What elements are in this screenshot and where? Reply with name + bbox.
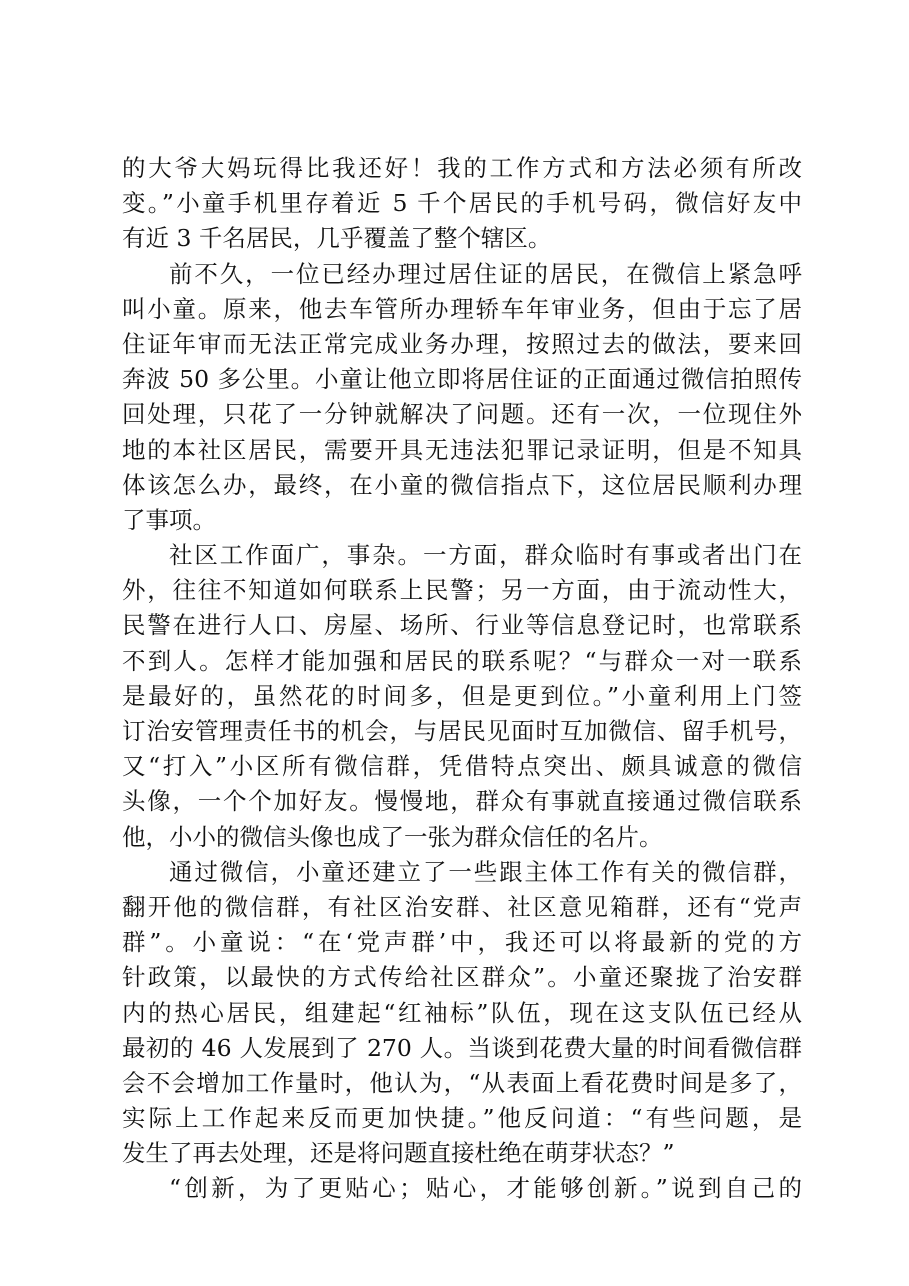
text-line: 群”。小童说：“在‘党声群’中，我还可以将最新的党的方: [122, 928, 802, 957]
text-line: 他，小小的微信头像也成了一张为群众信任的名片。: [122, 822, 663, 851]
text-line: 地的本社区居民，需要开具无违法犯罪记录证明，但是不知具: [122, 435, 802, 464]
text-line: 体该怎么办，最终，在小童的微信指点下，这位居民顺利办理: [122, 470, 802, 499]
text-line: 变。”小童手机里存着近 5 千个居民的手机号码，微信好友中: [122, 189, 802, 218]
text-line: 最初的 46 人发展到了 270 人。当谈到花费大量的时间看微信群: [122, 1033, 802, 1062]
text-line: 翻开他的微信群，有社区治安群、社区意见箱群，还有“党声: [122, 892, 802, 921]
article-body: [122, 151, 802, 1207]
text-line: 民警在进行人口、房屋、场所、行业等信息登记时，也常联系: [122, 611, 802, 640]
text-line: 外，往往不知道如何联系上民警；另一方面，由于流动性大，: [122, 576, 802, 605]
text-line: 不到人。怎样才能加强和居民的联系呢？“与群众一对一联系: [122, 646, 802, 675]
paragraph-first-line: 前不久，一位已经办理过居住证的居民，在微信上紧急呼: [169, 259, 802, 288]
text-line: 又“打入”小区所有微信群，凭借特点突出、颇具诚意的微信: [122, 752, 802, 781]
text-line: 会不会增加工作量时，他认为，“从表面上看花费时间是多了，: [122, 1068, 802, 1097]
text-line: 奔波 50 多公里。小童让他立即将居住证的正面通过微信拍照传: [122, 365, 802, 394]
text-line: 是最好的，虽然花的时间多，但是更到位。”小童利用上门签: [122, 681, 802, 710]
text-line: 的大爷大妈玩得比我还好！我的工作方式和方法必须有所改: [122, 154, 802, 182]
text-line: 了事项。: [122, 505, 216, 534]
text-line: 内的热心居民，组建起“红袖标”队伍，现在这支队伍已经从: [122, 998, 802, 1027]
paragraph-first-line: 通过微信，小童还建立了一些跟主体工作有关的微信群，: [169, 857, 802, 886]
text-line: 回处理，只花了一分钟就解决了问题。还有一次，一位现住外: [122, 400, 802, 429]
text-line: 实际上工作起来反而更加快捷。”他反问道：“有些问题，是: [122, 1104, 802, 1133]
text-line: 住证年审而无法正常完成业务办理，按照过去的做法，要来回: [122, 329, 802, 358]
text-line: 针政策，以最快的方式传给社区群众”。小童还聚拢了治安群: [122, 963, 802, 992]
text-line: 发生了再去处理，还是将问题直接杜绝在萌芽状态？”: [122, 1139, 675, 1168]
text-line: 头像，一个个加好友。慢慢地，群众有事就直接通过微信联系: [122, 787, 802, 816]
paragraph-first-line: “创新，为了更贴心；贴心，才能够创新。”说到自己的: [169, 1174, 802, 1203]
text-line: 有近 3 千名居民，几乎覆盖了整个辖区。: [122, 224, 552, 253]
text-line: 叫小童。原来，他去车管所办理轿车年审业务，但由于忘了居: [122, 294, 802, 323]
paragraph-first-line: 社区工作面广，事杂。一方面，群众临时有事或者出门在: [169, 541, 802, 570]
text-line: 订治安管理责任书的机会，与居民见面时互加微信、留手机号，: [122, 717, 802, 745]
